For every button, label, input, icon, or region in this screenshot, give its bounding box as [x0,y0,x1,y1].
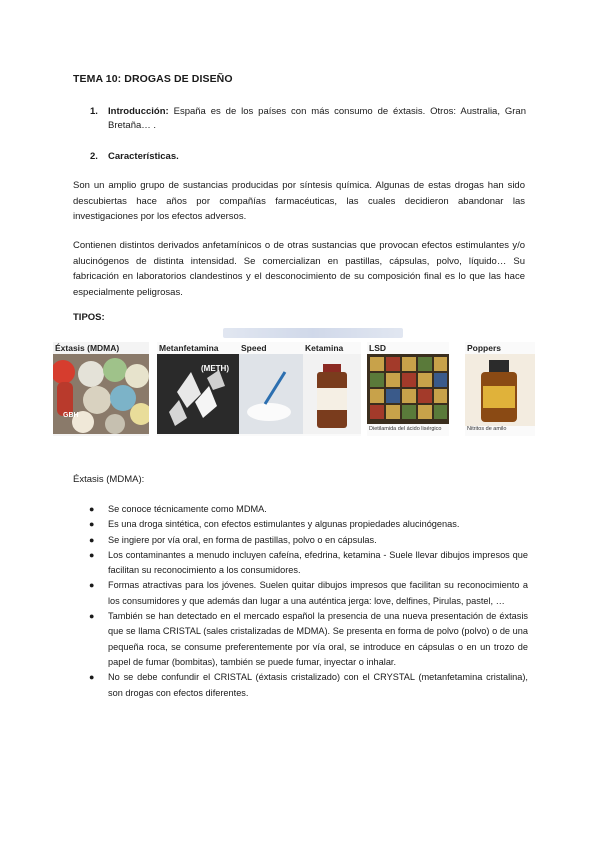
meth-label: (METH) [201,364,229,373]
panel-poppers [465,342,535,436]
lsd-caption: Dietilamida del ácido lisérgico [369,426,442,432]
banner-graphic [223,328,403,338]
panel-ketamina [303,342,361,436]
panel-label: Metanfetamina [159,343,219,353]
paragraph-1: Son un amplio grupo de sustancias producidas por síntesis química. Algunas de estas drogas han sido descubiertas hace años por compañías farmacéuticas, las cuales decidieron abandonar las investigaciones por los efectos adversos. [73,180,525,222]
panel-lsd [367,342,449,436]
blotter-illustration [367,342,449,436]
section-heading: Características. [108,151,179,162]
list-item: ● También se han detectado en el mercado español la presencia de una nueva presentación de éxtasis que se llama CRISTAL (sales cristalizadas de MDMA). Se presenta en forma de polvo (polvo) o de una pequeña roca, se consume preferentemente por vía oral, se introduce en cápsulas o en un trozo de papel de fumar (bombitas), también se puede fumar, inyectar o inhalar. [89,611,528,667]
pills-illustration [53,342,149,436]
bullet-icon: ● [89,534,95,545]
section-text: España es de los países con más consumo de éxtasis. Otros: Australia, Gran Bretaña… . [108,106,526,131]
panel-label: LSD [369,343,386,353]
paragraph-2: Contienen distintos derivados anfetamínicos o de otras sustancias que provocan efectos estimulantes y/o alucinógenos de distinta intensidad. Se comercializan en pastillas, cápsulas, polvo, líquido… Su fabricación en laboratorios clandestinos y el desconocimiento de su composición final es lo que las hace especialmente peligrosas. [73,240,525,298]
drug-types-image [53,328,535,440]
panel-label: Ketamina [305,343,344,353]
section-number: 1. [90,106,98,117]
list-item: ● Se ingiere por vía oral, en forma de pastillas, polvo o en cápsulas. [88,533,528,548]
panel-extasis [53,342,149,436]
list-item: ● Los contaminantes a menudo incluyen cafeína, efedrina, ketamina - Suele llevar dibujos impresos que facilitan su reconocimiento a los consumidores. [89,549,528,576]
bullet-icon: ● [89,611,95,622]
list-item: ● No se debe confundir el CRISTAL (éxtasis cristalizado) con el CRYSTAL (metanfetamina cristalina), son drogas con efectos diferentes. [89,672,528,698]
bullet-list [88,502,528,701]
section-heading: Introducción: [108,106,169,117]
poppers-caption: Nitritos de amilo [467,426,507,432]
list-item: ● Es una droga sintética, con efectos estimulantes y algunas propiedades alucinógenas. [88,517,528,532]
bottle-illustration [465,342,535,436]
section-number: 2. [90,151,98,162]
vial-illustration [303,342,361,436]
bullet-icon: ● [89,549,95,560]
bullet-icon: ● [89,519,95,530]
gbh-label: GBH [63,412,79,419]
panel-label: Poppers [467,343,502,353]
list-item: ● Se conoce técnicamente como MDMA. [88,502,528,517]
list-item: ● Formas atractivas para los jóvenes. Suelen quitar dibujos impresos que facilitan su reconocimiento a los consumidores y que además dan lugar a una auténtica jerga: love, delfines, Pirulas, pastel, … [89,580,528,606]
panel-label: Speed [241,343,267,353]
panel-speed [239,342,303,436]
page-title: TEMA 10: DROGAS DE DISEÑO [73,73,233,85]
bullet-icon: ● [89,580,95,591]
bullet-icon: ● [89,504,95,514]
subsection-title: Éxtasis (MDMA): [73,474,145,485]
crystals-illustration [157,342,239,436]
tipos-label: TIPOS: [73,312,105,323]
panel-metanfetamina [157,342,239,436]
panel-label: Éxtasis (MDMA) [55,343,120,353]
powder-illustration [239,342,303,436]
bullet-icon: ● [89,672,95,683]
